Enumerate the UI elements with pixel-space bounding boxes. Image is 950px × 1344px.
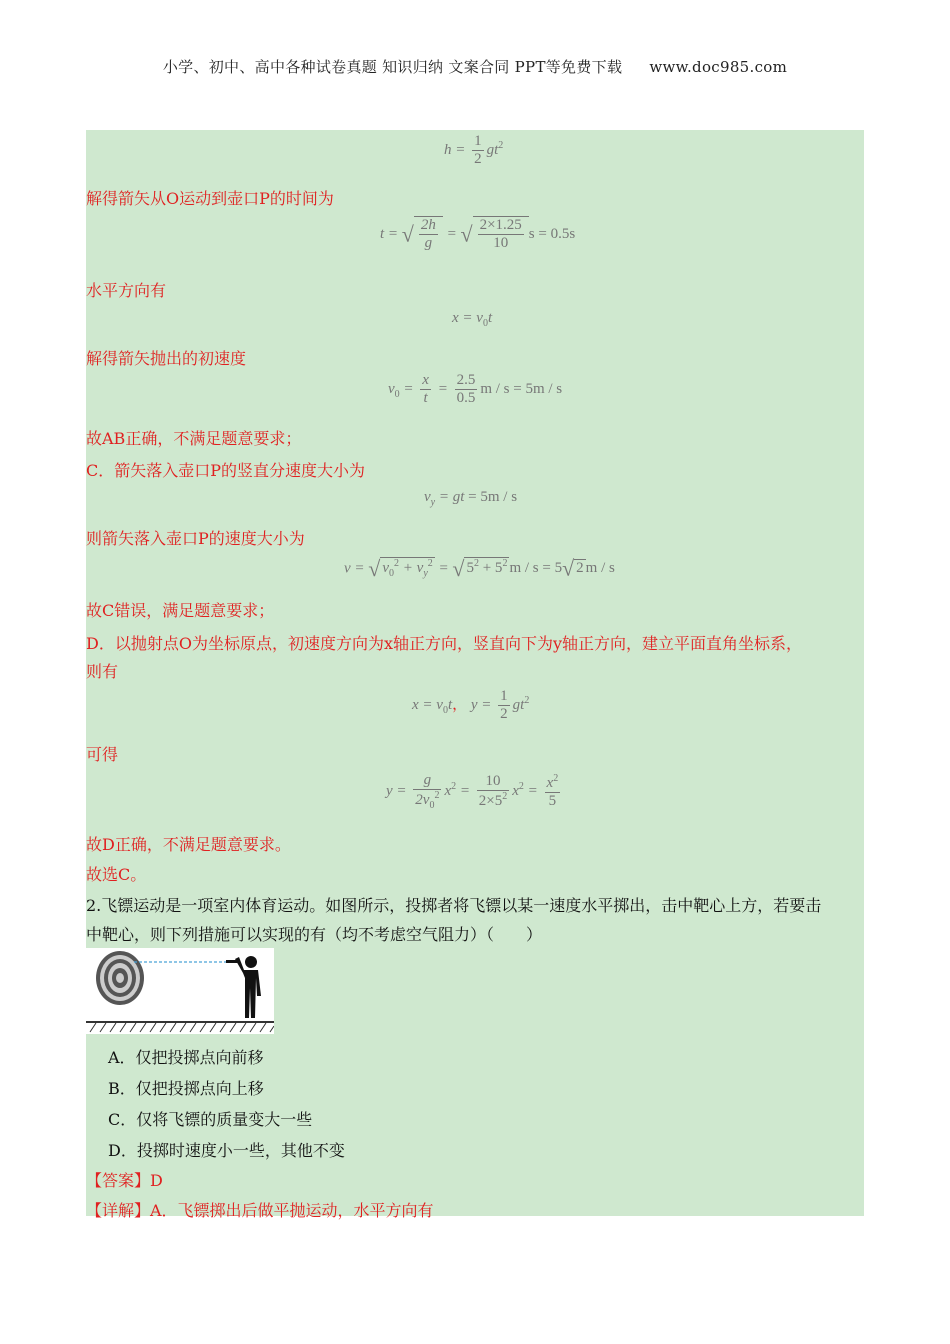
question2-text-line1: 2.飞镖运动是一项室内体育运动。如图所示，投掷者将飞镖以某一速度水平掷出，击中靶心上方，若要击 — [86, 896, 822, 915]
solution-line-time: 解得箭矢从O运动到壶口P的时间为 — [86, 189, 334, 208]
solution-line-ab: 故AB正确，不满足题意要求； — [86, 429, 302, 448]
thrower-icon — [226, 956, 261, 1018]
option-a[interactable]: A．仅把投掷点向前移 — [108, 1048, 264, 1067]
solution-line-choose: 故选C。 — [86, 865, 147, 884]
solution-line-result: 可得 — [86, 745, 119, 764]
detail-line: 【详解】A．飞镖掷出后做平抛运动，水平方向有 — [86, 1201, 434, 1220]
dart-diagram — [86, 948, 274, 1034]
question2-text-line2: 中靶心，则下列措施可以实现的有（均不考虑空气阻力）（ ） — [86, 925, 543, 944]
ground-hatching — [86, 1022, 274, 1032]
formula-x-v0t: $x = v_0t$ — [452, 310, 493, 329]
formula-trajectory: y = $\frac{g}{2v_0^2}$ $x^2$ = $\frac{10}{2\times 5^2}$ $x^2$ = $\frac{x^2}{5}$ — [386, 772, 559, 811]
solution-line-d-correct: 故D正确，不满足题意要求。 — [86, 835, 291, 854]
solution-line-c-wrong: 故C错误，满足题意要求； — [86, 601, 275, 620]
solution-line-d: D．以抛射点O为坐标原点，初速度方向为x轴正方向，竖直向下为y轴正方向，建立平面直角坐标系， — [86, 634, 803, 653]
answer-line: 【答案】D — [86, 1171, 163, 1190]
solution-line-initial-speed: 解得箭矢抛出的初速度 — [86, 349, 247, 368]
formula-coordinates: $x = v_0t$， y = $\frac{1}{2}$ $gt^2$ — [412, 688, 530, 722]
page-header — [0, 56, 950, 77]
target-board-icon — [96, 951, 144, 1005]
option-c[interactable]: C．仅将飞镖的质量变大一些 — [108, 1110, 313, 1129]
option-b[interactable]: B．仅把投掷点向上移 — [108, 1079, 264, 1098]
formula-v0: $v_0$ = $\frac{x}{t}$ = $\frac{2.5}{0.5}$ m / s = 5m / s — [388, 372, 563, 406]
solution-line-horizontal: 水平方向有 — [86, 281, 167, 300]
formula-v: v = √ $v_0^2 + v_y^2$ = √ $5^2 + 5^2$ m / s = 5√ 2 m / s — [344, 556, 615, 581]
header-text: 小学、初中、高中各种试卷真题 知识归纳 文案合同 PPT等免费下载 — [162, 58, 623, 76]
header-url[interactable]: www.doc985.com — [649, 58, 788, 76]
option-d[interactable]: D．投掷时速度小一些，其他不变 — [108, 1141, 345, 1160]
solution-line-c: C．箭矢落入壶口P的竖直分速度大小为 — [86, 461, 366, 480]
formula-time: t = √ $\frac{2h}{g}$ = √ $\frac{2\times 1.25}{10}$ s = 0.5s — [380, 217, 576, 251]
formula-vy: $v_y$ = gt = 5m / s — [424, 489, 518, 508]
solution-line-then: 则有 — [86, 662, 119, 681]
dart-figure — [86, 948, 274, 1034]
solution-line-speed: 则箭矢落入壶口P的速度大小为 — [86, 529, 305, 548]
formula-height: h = $\frac{1}{2}$ $gt^2$ — [444, 133, 504, 167]
